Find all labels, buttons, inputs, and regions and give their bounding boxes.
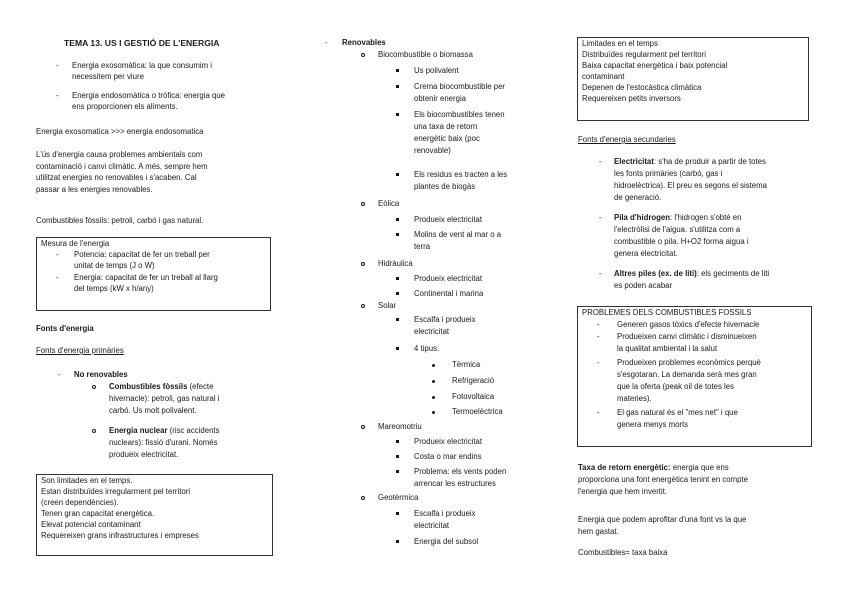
square-bullet [396, 173, 399, 176]
square-bullet [396, 318, 399, 321]
solar-heading: Solar [378, 301, 397, 310]
tidal-item: Costa o mar endins [414, 452, 482, 461]
bio-item: renovable) [414, 146, 451, 155]
nuclear-line-1: Energia nuclear (risc accidents [109, 426, 220, 435]
problem-item: Generen gasos tòxics d'efecte hivernacle [617, 320, 760, 329]
geo-item: electricitat [414, 521, 450, 530]
square-bullet [396, 512, 399, 515]
fossil-line-1: Combustibles fòssils (efecte [109, 382, 214, 391]
solar-item: Escalfa i produeix [414, 315, 476, 324]
circle-bullet [361, 425, 365, 429]
box-line: Elevat potencial contaminant [41, 519, 141, 529]
box-line: Baixa capacitat energètica i baix potencial [582, 60, 728, 70]
problem-item: materies). [617, 394, 652, 403]
solar-item: 4 tipus: [414, 344, 440, 353]
bio-item: plantes de biogàs [414, 182, 476, 191]
exosomatic-line-1: Energia exosomàtica: la que consumim i [72, 61, 212, 70]
bio-item: Us polivalent [414, 66, 459, 75]
para-line: utilitzat energies no renovables i s'acaben. Cal [36, 173, 197, 182]
tidal-item: arrencar les estructures [414, 479, 496, 488]
endosomatic-line-2: ens proporcionen els aliments. [72, 102, 178, 111]
hydrogen-line-4: genera electricitat. [614, 249, 678, 258]
dash-bullet: - [325, 38, 328, 47]
section-heading-primary: Fonts d'energia primàries [36, 346, 124, 355]
box-line: Distribuïdes regularment pel territori [582, 49, 706, 59]
electricity-line-2: les fonts primàries (carbó, gas i [614, 169, 723, 178]
solar-type: Termoelèctrica [452, 407, 503, 416]
return-rate-line-2: proporciona una font energètica tenint en compte [578, 475, 748, 484]
energy-measure-box [36, 237, 271, 311]
dash-bullet: - [56, 273, 59, 282]
box-line: Requereixen petits inversors [582, 93, 681, 103]
solar-type: Refrigeració [452, 376, 495, 385]
square-bullet [396, 113, 399, 116]
problem-item: El gas natural és el "mes net" i que [617, 408, 738, 417]
round-bullet [432, 411, 435, 414]
dash-bullet: - [597, 332, 600, 341]
other-batteries-line-2: es poden acabar [614, 281, 673, 290]
non-renewables-heading: No renovables [74, 370, 128, 379]
circle-bullet [92, 429, 96, 433]
circle-bullet [361, 304, 365, 308]
problem-item: Produeixen problemes econòmics perquè [617, 358, 761, 367]
square-bullet [396, 69, 399, 72]
biomass-heading: Biocombustible o biomassa [378, 50, 473, 59]
power-line-2: unitat de temps (J o W) [74, 261, 155, 270]
power-line-1: Potencia: capacitat de fer un treball per [74, 250, 210, 259]
para-line: L'ús d'energia causa problemes ambientals com [36, 150, 203, 159]
dash-bullet: - [599, 269, 602, 278]
bio-item: Els biocombustibles tenen [414, 110, 505, 119]
circle-bullet [361, 202, 365, 206]
bio-item: energètic baix (poc [414, 134, 480, 143]
circle-bullet [361, 53, 365, 57]
box-line: Depenen de l'estocàstica climàtica [582, 82, 702, 92]
endosomatic-line-1: Energia endosomàtica o tròfica: energia que [72, 91, 226, 100]
electricity-line-3: hidroelèctrica). El preu es segons el sistema [614, 181, 767, 190]
hydrogen-line-3: combustible o pila. H+O2 forma aigua i [614, 237, 749, 246]
wind-item: terra [414, 242, 431, 251]
tidal-item: Produeix electricitat [414, 437, 483, 446]
geothermal-heading: Geotèrmica [378, 493, 419, 502]
dash-bullet: - [56, 250, 59, 259]
box-line: Son limitades en el temps. [41, 476, 133, 485]
square-bullet [396, 540, 399, 543]
box-line: Limitades en el temps [582, 39, 658, 48]
square-bullet [396, 347, 399, 350]
box-title: Mesura de l'energia [41, 239, 110, 248]
usable-energy-line-2: hem gastat. [578, 527, 619, 536]
geo-item: Energia del subsol [414, 537, 479, 546]
fossil-fuels-line: Combustibles fòssils: petroli, carbó i gas natural. [36, 216, 204, 225]
round-bullet [432, 396, 435, 399]
square-bullet [396, 440, 399, 443]
circle-bullet [92, 385, 96, 389]
dash-bullet: - [56, 61, 59, 70]
problem-item: genera menys morts [617, 420, 689, 429]
box-line: Tenen gran capacitat energètica. [41, 508, 155, 518]
box-line: Requereixen grans infrastructures i empreses [41, 530, 199, 540]
box-title: PROBLEMES DELS COMBUSTIBLES FOSSILS [582, 308, 752, 317]
round-bullet [432, 380, 435, 383]
solar-type: Fotovoltaica [452, 392, 495, 401]
energy-comparison: Energia exosomatica >>> energia endosomatica [36, 127, 204, 136]
dash-bullet: - [597, 358, 600, 367]
problem-item: s'esgotaran. La demanda serà mes gran [617, 370, 757, 379]
bio-item: Els residus es tracten a les [414, 170, 508, 179]
para-line: contaminació i canvi climàtic. A més, sempre hem [36, 162, 208, 171]
square-bullet [396, 292, 399, 295]
bio-item: una taxa de retorn [414, 122, 478, 131]
dash-bullet: - [599, 157, 602, 166]
dash-bullet: - [597, 320, 600, 329]
dash-bullet: - [58, 370, 61, 379]
wind-item: Produeix electricitat [414, 215, 483, 224]
hydro-item: Continental i marina [414, 289, 484, 298]
other-batteries-line-1: Altres piles (ex. de liti): els geciments de liti [614, 269, 770, 278]
hydro-item: Produeix electricitat [414, 274, 483, 283]
problem-item: que la oferta (peak oil de totes les [617, 382, 735, 391]
round-bullet [432, 364, 435, 367]
dash-bullet: - [599, 213, 602, 222]
box-line: (creen dependències). [41, 497, 119, 507]
box-line: Estan distribuïdes irregularment pel territori [41, 486, 191, 496]
solar-item: electricitat [414, 327, 450, 336]
dash-bullet: - [597, 408, 600, 417]
square-bullet [396, 277, 399, 280]
tidal-heading: Mareomotriu [378, 422, 422, 431]
hydro-heading: Hidràulica [378, 259, 413, 268]
hydrogen-line-2: l'electròlisi de l'aigua. s'utilitza com a [614, 225, 741, 234]
nuclear-line-3: produeix electricitat. [109, 450, 179, 459]
square-bullet [396, 455, 399, 458]
nuclear-line-2: nuclears): fissió d'urani. Només [109, 438, 218, 447]
tidal-item: Problema: els vents poden [414, 467, 507, 476]
circle-bullet [361, 496, 365, 500]
problem-item: Produeixen canvi climàtic i disminueixen [617, 332, 757, 341]
fossil-line-3: carbó. Us molt polivalent. [109, 406, 197, 415]
bio-item: Crema biocombustible per [414, 82, 506, 91]
renewables-box [577, 37, 809, 121]
wind-item: Molins de vent al mar o a [414, 230, 502, 239]
wind-heading: Eòlica [378, 199, 400, 208]
renewables-heading: Renovables [342, 38, 386, 47]
fossil-problems-box [577, 306, 812, 447]
fossil-line-2: hivernacle): petroli, gas natural i [109, 394, 220, 403]
square-bullet [396, 470, 399, 473]
return-rate-line-3: l'energia que hem invertit. [578, 487, 668, 496]
energy-def-line-1: Energia: capacitat de fer un treball al llarg [74, 273, 218, 282]
non-renewables-box [36, 474, 273, 556]
section-heading-secondary: Fonts d'energia secundaries [578, 135, 676, 144]
section-heading-fonts: Fonts d'energia [36, 324, 94, 333]
hydrogen-line-1: Pila d'hidrogen: l'hidrogen s'obté en [614, 213, 742, 222]
electricity-line-1: Electricitat: s'ha de produir a partir de totes [614, 157, 766, 166]
square-bullet [396, 233, 399, 236]
solar-type: Tèrmica [452, 360, 481, 369]
square-bullet [396, 85, 399, 88]
energy-def-line-2: del temps (kW x h/any) [74, 284, 154, 293]
bio-item: obtenir energia [414, 94, 467, 103]
page-title: TEMA 13. US I GESTIÓ DE L'ENERGIA [64, 38, 220, 48]
circle-bullet [361, 262, 365, 266]
fuels-rate-line: Combustibles= taxa baixa [578, 548, 668, 557]
geo-item: Escalfa i produeix [414, 509, 476, 518]
para-line: passar a les energies renovables. [36, 185, 153, 194]
square-bullet [396, 218, 399, 221]
return-rate-line-1: Taxa de retorn energètic: energia que ens [578, 463, 729, 472]
electricity-line-4: de generació. [614, 193, 662, 202]
usable-energy-line-1: Energia que podem aprofitar d'una font vs la que [578, 515, 747, 524]
exosomatic-line-2: necessitem per viure [72, 72, 144, 81]
box-line: contaminant [582, 71, 625, 81]
dash-bullet: - [56, 91, 59, 100]
problem-item: la qualitat ambiental i la salut [617, 344, 718, 353]
